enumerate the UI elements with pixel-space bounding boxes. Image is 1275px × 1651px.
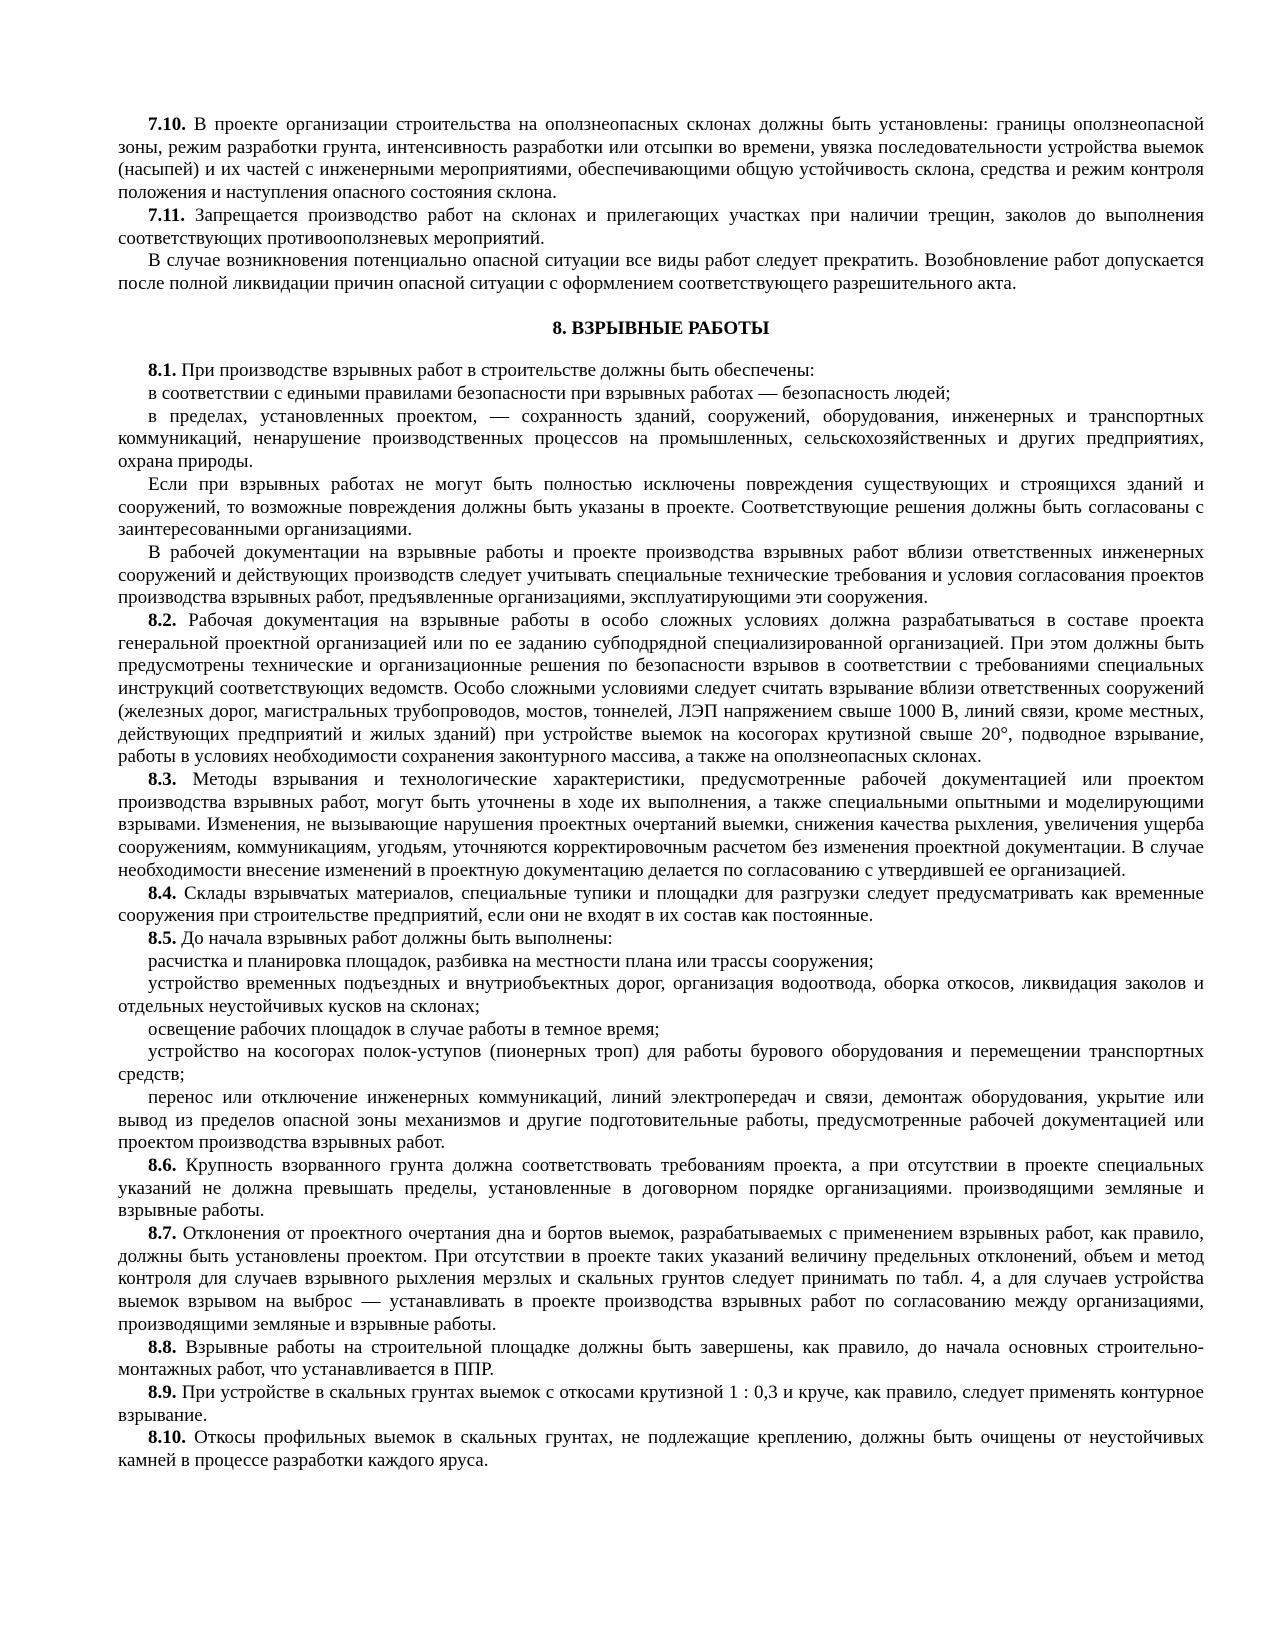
- clause-number: 8.1.: [148, 360, 177, 382]
- paragraph-8-5: [118, 928, 1204, 951]
- clause-number: 7.11.: [148, 204, 185, 226]
- paragraph-8-8: [118, 1337, 1204, 1382]
- clause-number: 8.7.: [148, 1223, 177, 1245]
- paragraph-item: [118, 383, 1204, 406]
- paragraph-8-6: [118, 1155, 1204, 1223]
- paragraph-text: Методы взрывания и технологические характеристики, предусмотренные рабочей документацией или проектом производства взрывных работ, могут быть уточнены в ходе их выполнения, а также специальными опытными и моделирующими взрывами. Изменения, не вызывающие нарушения проектных очертаний выемки, снижения качества рыхления, увеличения ущерба сооружениям, коммуникациям, угодьям, уточняются корректировочным расчетом без изменения проектной документации. В случае необходимости внесение изменений в проектную документацию делается по согласованию с утвердившей ее организацией.: [118, 768, 1204, 881]
- paragraph-text: Если при взрывных работах не могут быть полностью исключены повреждения существующих и строящихся зданий и сооружений, то возможные повреждения должны быть указаны в проекте. Соответствующие решения должны быть согласованы с заинтересованными организациями.: [118, 473, 1204, 541]
- paragraph-item: [118, 1019, 1204, 1042]
- paragraph-text: В рабочей документации на взрывные работы и проекте производства взрывных работ вблизи ответственных инженерных сооружений и действующих производств следует учитывать специальные технические требования и условия согласования проектов производства взрывных работ, предъявленные организациями, эксплуатирующими эти сооружения.: [118, 541, 1204, 609]
- clause-number: 7.10.: [148, 114, 186, 135]
- paragraph-item: [118, 951, 1204, 974]
- paragraph-text: перенос или отключение инженерных коммуникаций, линий электропередач и связи, демонтаж оборудования, укрытие или вывод из пределов опасной зоны механизмов и другие подготовительные работы, предусмотренные рабочей документацией или проектом производства взрывных работ.: [118, 1086, 1204, 1154]
- section-heading: 8. ВЗРЫВНЫЕ РАБОТЫ: [552, 317, 770, 339]
- paragraph-text: освещение рабочих площадок в случае работы в темное время;: [148, 1018, 660, 1040]
- paragraph-8-2: [118, 610, 1204, 769]
- paragraph-text: Рабочая документация на взрывные работы в особо сложных условиях должна разрабатываться в составе проекта генеральной проектной организацией или по ее заданию субподрядной специализированной организацией. При этом должны быть предусмотрены технические и организационные решения по безопасности взрывов в соответствии с требованиями специальных инструкций соответствующих ведомств. Особо сложными условиями следует считать взрывание вблизи ответственных сооружений (железных дорог, магистральных трубопроводов, мостов, тоннелей, ЛЭП напряжением свыше 1000 В, линий связи, кроме местных, действующих предприятий и жилых зданий) при устройстве выемок на косогорах крутизной свыше 20°, подводное взрывание, работы в условиях необходимости сохранения законтурного массива, а также на оползнеопасных склонах.: [118, 610, 1204, 768]
- paragraph-text: расчистка и планировка площадок, разбивка на местности плана или трассы сооружения;: [148, 950, 874, 972]
- paragraph-item: [118, 406, 1204, 474]
- paragraph-text: Откосы профильных выемок в скальных грунтах, не подлежащие креплению, должны быть очищены от неустойчивых камней в процессе разработки каждого яруса.: [118, 1427, 1204, 1472]
- paragraph-text: При производстве взрывных работ в строительстве должны быть обеспечены:: [176, 360, 815, 382]
- paragraph-text: Склады взрывчатых материалов, специальные тупики и площадки для разгрузки следует предусматривать как временные сооружения при строительстве предприятий, если они не входят в их состав как постоянные.: [118, 882, 1204, 927]
- paragraph-text: в соответствии с едиными правилами безопасности при взрывных работах — безопасность людей;: [148, 383, 951, 405]
- document-page: [118, 114, 1204, 1473]
- paragraph-item: [118, 1087, 1204, 1155]
- paragraph-text: устройство временных подъездных и внутриобъектных дорог, организация водоотвода, оборка откосов, ликвидация заколов и отдельных неустойчивых кусков на склонах;: [118, 973, 1204, 1018]
- paragraph-7-11: [118, 205, 1204, 250]
- paragraph-text: Взрывные работы на строительной площадке должны быть завершены, как правило, до начала основных строительно-монтажных работ, что устанавливается в ППР.: [118, 1336, 1204, 1381]
- paragraph-8-4: [118, 883, 1204, 928]
- paragraph-text: Запрещается производство работ на склонах и прилегающих участках при наличии трещин, заколов до выполнения соответствующих противооползневых мероприятий.: [118, 204, 1204, 249]
- clause-number: 8.4.: [148, 882, 177, 904]
- paragraph-item: [118, 542, 1204, 610]
- paragraph-text: Крупность взорванного грунта должна соответствовать требованиям проекта, а при отсутствии в проекте специальных указаний не должна превышать пределы, установленные в договорном порядке организациями. производящими земляные и взрывные работы.: [118, 1154, 1204, 1222]
- clause-number: 8.3.: [148, 768, 177, 790]
- paragraph-text: Отклонения от проектного очертания дна и бортов выемок, разрабатываемых с применением взрывных работ, как правило, должны быть установлены проектом. При отсутствии в проекте таких указаний величину предельных отклонений, объем и метод контроля для случаев взрывного рыхления мерзлых и скальных грунтов следует принимать по табл. 4, а для случаев устройства выемок взрывом на выброс — устанавливать в проекте производства взрывных работ по согласованию между организациями, производящими земляные и взрывные работы.: [118, 1223, 1204, 1335]
- paragraph-item: [118, 973, 1204, 1018]
- paragraph-8-10: [118, 1427, 1204, 1472]
- paragraph-7-10: [118, 114, 1204, 205]
- clause-number: 8.10.: [148, 1427, 186, 1449]
- paragraph-7-11-continued: [118, 250, 1204, 295]
- paragraph-text: До начала взрывных работ должны быть выполнены:: [176, 927, 613, 949]
- clause-number: 8.9.: [148, 1381, 177, 1403]
- clause-number: 8.6.: [148, 1154, 177, 1176]
- clause-number: 8.8.: [148, 1336, 177, 1358]
- paragraph-item: [118, 1041, 1204, 1086]
- paragraph-text: В проекте организации строительства на оползнеопасных склонах должны быть установлены: границы оползнеопасной зоны, режим разработки грунта, интенсивность разработки или отсыпки во времени, увязка последовательности устройства выемок (насыпей) и их частей с инженерными мероприятиями, обеспечивающими общую устойчивость склона, средства и режим контроля положения и наступления опасного состояния склона.: [118, 114, 1204, 204]
- paragraph-8-1: [118, 360, 1204, 383]
- section-7: [118, 114, 1204, 296]
- paragraph-text: При устройстве в скальных грунтах выемок с откосами крутизной 1 : 0,3 и круче, как правило, следует применять контурное взрывание.: [118, 1381, 1204, 1426]
- paragraph-8-3: [118, 769, 1204, 883]
- paragraph-item: [118, 474, 1204, 542]
- paragraph-text: В случае возникновения потенциально опасной ситуации все виды работ следует прекратить. Возобновление работ допускается после полной ликвидации причин опасной ситуации с оформлением соответствующего разрешительного акта.: [118, 250, 1204, 294]
- paragraph-8-7: [118, 1223, 1204, 1337]
- paragraph-text: устройство на косогорах полок-уступов (пионерных троп) для работы бурового оборудования и перемещении транспортных средств;: [118, 1041, 1204, 1086]
- paragraph-text: в пределах, установленных проектом, — сохранность зданий, сооружений, оборудования, инженерных и транспортных коммуникаций, ненарушение производственных процессов на промышленных, сельскохозяйственных и других предприятиях, охрана природы.: [118, 405, 1204, 473]
- paragraph-8-9: [118, 1382, 1204, 1427]
- clause-number: 8.2.: [148, 610, 177, 632]
- clause-number: 8.5.: [148, 927, 177, 949]
- section-8: [118, 360, 1204, 1472]
